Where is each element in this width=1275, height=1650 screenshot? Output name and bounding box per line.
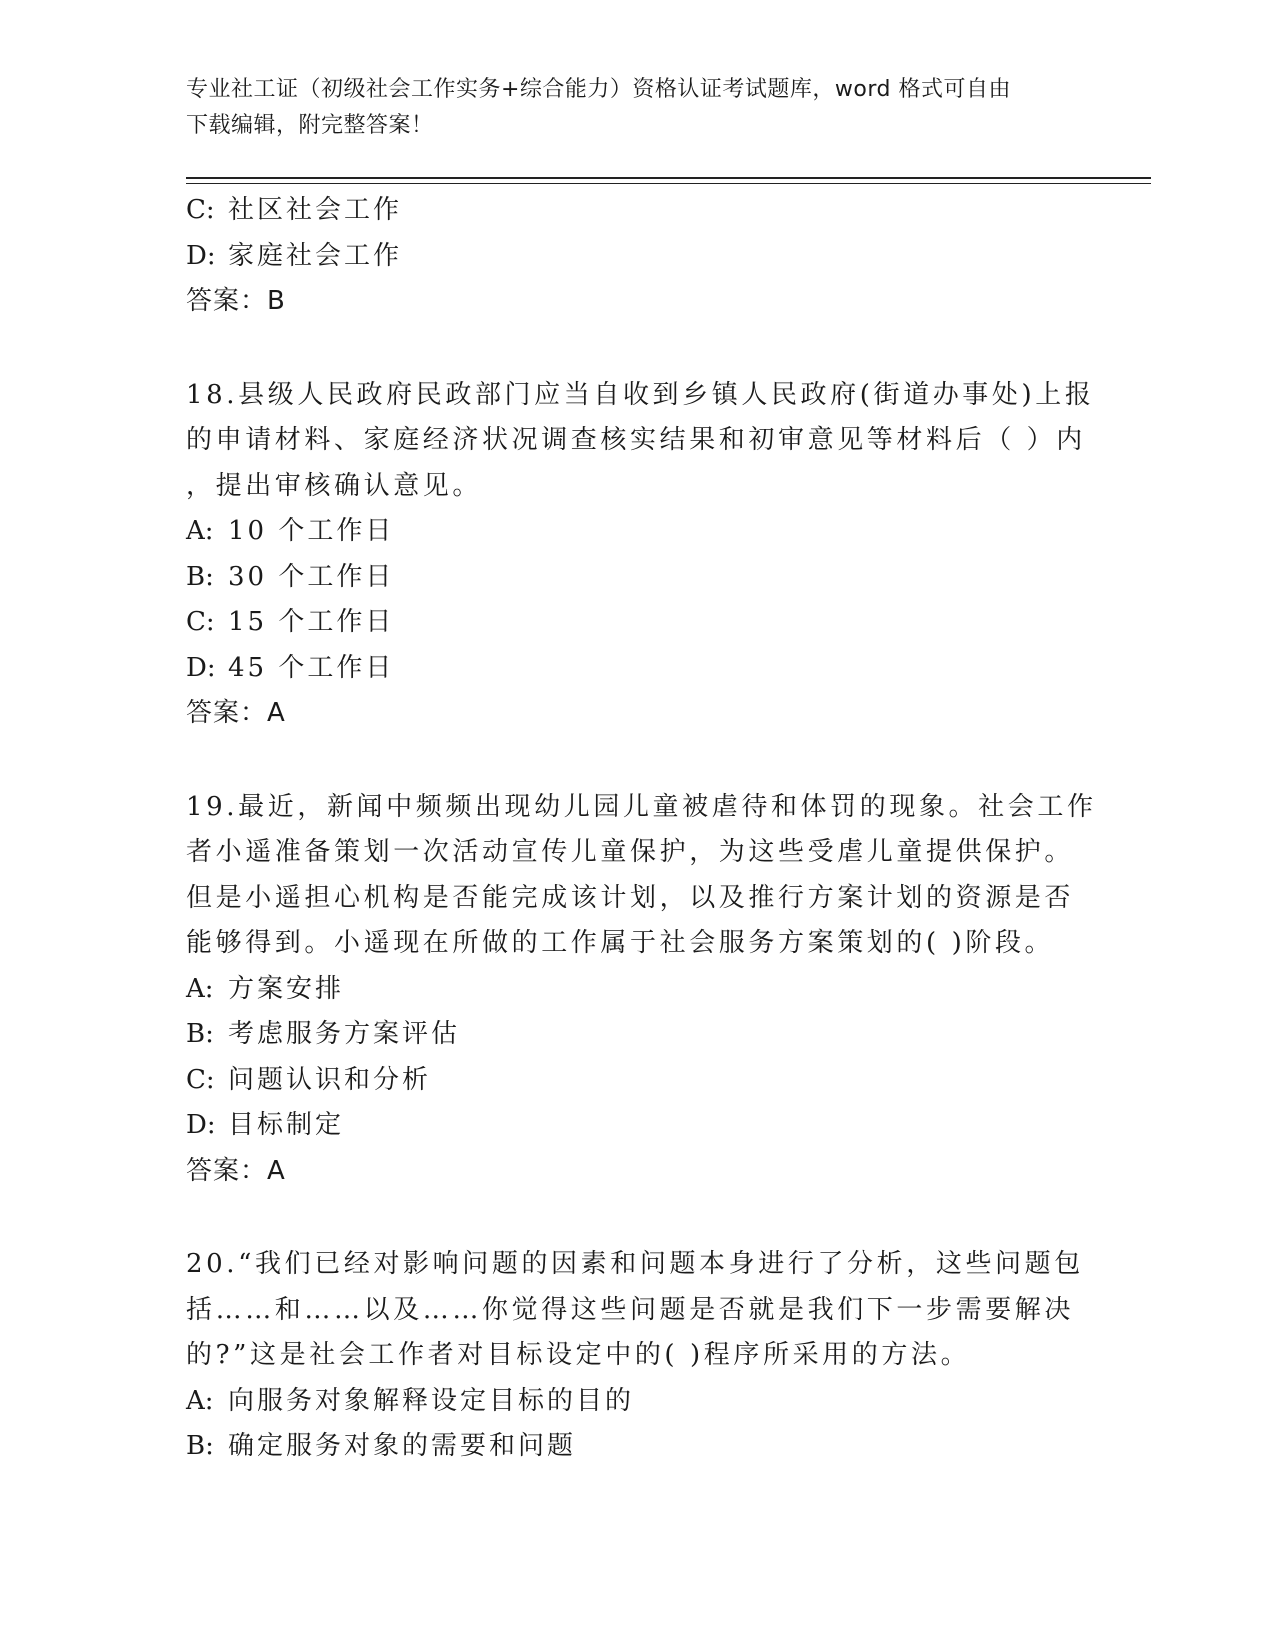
option-text: 向服务对象解释设定目标的目的 <box>228 1385 635 1416</box>
option-letter: C: <box>186 607 215 637</box>
header-rule-thick <box>186 177 1151 179</box>
option-item <box>186 1012 1086 1058</box>
question-20-options <box>186 1379 1086 1470</box>
block-gap <box>186 737 1086 785</box>
question-18-options <box>186 509 1086 691</box>
option-item <box>186 555 1086 601</box>
option-text: 考虑服务方案评估 <box>228 1019 461 1049</box>
option-letter: B: <box>186 1019 214 1049</box>
option-item <box>186 967 1086 1013</box>
question-text-line: 19.最近，新闻中频频出现幼儿园儿童被虐待和体罚的现象。社会工作 <box>186 791 1097 822</box>
option-letter: C: <box>186 1064 215 1095</box>
question-text-line: 但是小遥担心机构是否能完成该计划，以及推行方案计划的资源是否 <box>186 882 1075 913</box>
question-text-line: 的申请材料、家庭经济状况调查核实结果和初审意见等材料后（ ）内 <box>186 425 1086 455</box>
option-item <box>186 1058 1086 1104</box>
question-text-line: 18.县级人民政府民政部门应当自收到乡镇人民政府(街道办事处)上报 <box>186 379 1095 410</box>
question-text-line: 的?”这是社会工作者对目标设定中的( )程序所采用的方法。 <box>186 1340 971 1370</box>
option-letter: D: <box>186 240 216 271</box>
question-text-line: 20.“我们已经对影响问题的因素和问题本身进行了分析，这些问题包 <box>186 1249 1084 1279</box>
question-19-options <box>186 967 1086 1149</box>
option-letter: A: <box>186 1385 214 1416</box>
option-text: 家庭社会工作 <box>228 240 403 271</box>
option-letter: B: <box>186 1431 214 1461</box>
option-item <box>186 1424 1086 1470</box>
option-item <box>186 646 1086 692</box>
answer-line: 答案：A <box>186 1155 286 1186</box>
option-text: 45 个工作日 <box>228 652 395 683</box>
option-letter: D: <box>186 1110 216 1140</box>
question-text-line: ，提出审核确认意见。 <box>186 470 483 501</box>
option-text: 问题认识和分析 <box>228 1064 432 1095</box>
option-item <box>186 1379 1086 1425</box>
answer-line: 答案：B <box>186 286 286 316</box>
document-content <box>186 188 1097 1470</box>
question-20 <box>186 1242 1086 1379</box>
option-text: 方案安排 <box>228 973 345 1004</box>
question-text-line: 者小遥准备策划一次活动宣传儿童保护，为这些受虐儿童提供保护。 <box>186 837 1075 867</box>
option-item <box>186 234 1086 280</box>
option-text: 确定服务对象的需要和问题 <box>228 1431 577 1461</box>
option-item <box>186 188 1086 234</box>
option-text: 10 个工作日 <box>228 516 395 546</box>
question-18 <box>186 373 1095 510</box>
option-item <box>186 600 1086 646</box>
header-line-2: 下载编辑，附完整答案！ <box>186 113 434 138</box>
option-text: 30 个工作日 <box>228 561 395 592</box>
page-header <box>186 72 1086 144</box>
block-gap <box>186 325 1086 373</box>
option-letter: B: <box>186 561 214 592</box>
option-letter: A: <box>186 973 214 1004</box>
option-letter: C: <box>186 195 215 225</box>
block-gap <box>186 1194 1086 1242</box>
option-text: 社区社会工作 <box>228 195 403 225</box>
option-text: 15 个工作日 <box>228 607 395 637</box>
header-rule-thin <box>186 183 1151 184</box>
option-letter: D: <box>186 652 216 683</box>
question-text-line: 括……和……以及……你觉得这些问题是否就是我们下一步需要解决 <box>186 1294 1075 1325</box>
carryover-options <box>186 188 1086 279</box>
question-text-line: 能够得到。小遥现在所做的工作属于社会服务方案策划的( )阶段。 <box>186 928 1055 958</box>
option-text: 目标制定 <box>228 1110 345 1140</box>
option-item <box>186 509 1086 555</box>
option-item <box>186 1103 1086 1149</box>
answer-line: 答案：A <box>186 698 286 728</box>
header-line-1: 专业社工证（初级社会工作实务+综合能力）资格认证考试题库，word 格式可自由 <box>186 77 1012 102</box>
option-letter: A: <box>186 516 214 546</box>
question-19 <box>186 785 1097 967</box>
